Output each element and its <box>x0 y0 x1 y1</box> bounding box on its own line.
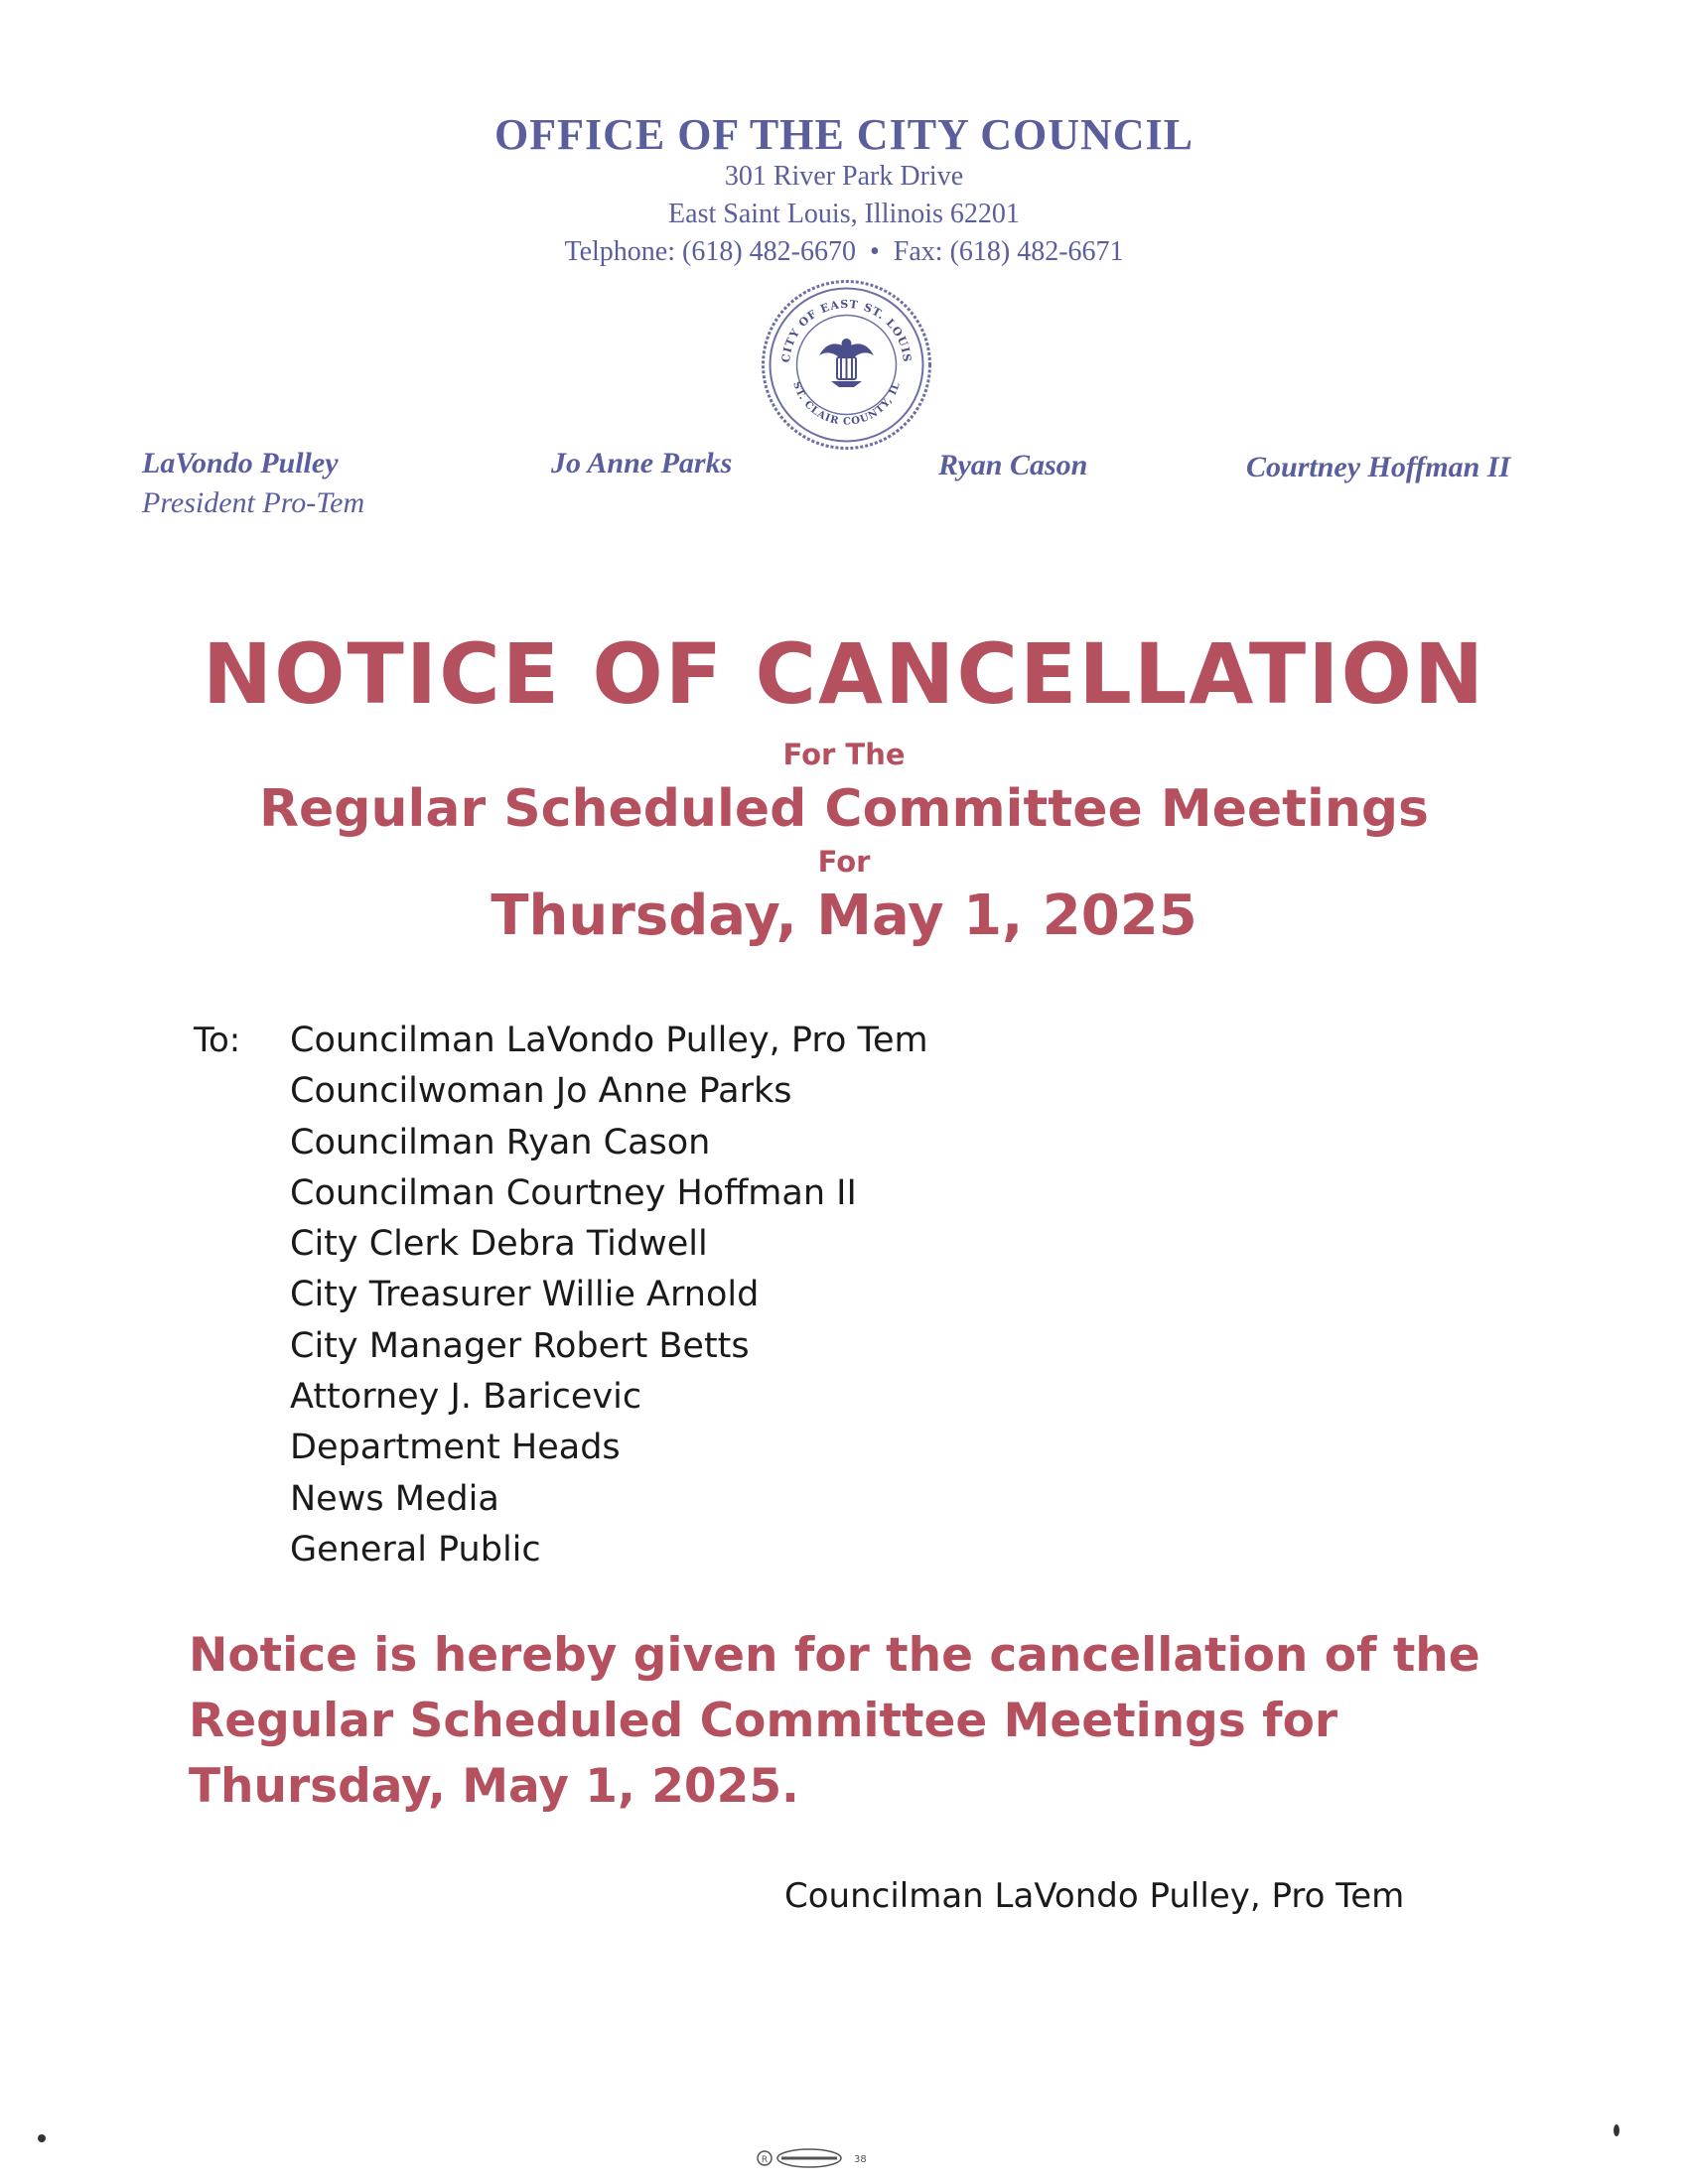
to-label: To: <box>194 1021 241 1060</box>
scan-speck <box>1614 2124 1619 2136</box>
phone-fax-line: Telphone: (618) 482-6670 • Fax: (618) 482-6671 <box>564 236 1124 267</box>
seal-text-top: CITY OF EAST ST. LOUIS <box>778 297 914 363</box>
recipient-item: News Media <box>290 1478 499 1519</box>
union-mark-number: 38 <box>854 2154 867 2165</box>
svg-text:R: R <box>761 2155 769 2165</box>
scan-speck <box>38 2134 46 2142</box>
signature-line: Councilman LaVondo Pulley, Pro Tem <box>784 1876 1405 1916</box>
recipient-item: General Public <box>290 1529 541 1570</box>
member-title-1: President Pro-Tem <box>142 486 365 519</box>
member-name-3: Ryan Cason <box>938 449 1088 481</box>
for-label: For <box>817 845 871 879</box>
member-name-2: Jo Anne Parks <box>551 447 733 479</box>
meeting-date: Thursday, May 1, 2025 <box>491 884 1197 948</box>
svg-text:ST. CLAIR COUNTY, IL <box>790 380 903 427</box>
office-title: OFFICE OF THE CITY COUNCIL <box>493 110 1194 159</box>
address-line-2: East Saint Louis, Illinois 62201 <box>668 199 1020 229</box>
for-the-label: For The <box>782 738 906 771</box>
recipient-item: Councilman Ryan Cason <box>290 1122 711 1162</box>
recipient-item: Department Heads <box>290 1428 621 1468</box>
recipient-list <box>290 1016 928 1575</box>
recipient-item: Councilman LaVondo Pulley, Pro Tem <box>290 1021 928 1060</box>
member-name-1: LaVondo Pulley <box>142 447 339 479</box>
member-name-4: Courtney Hoffman II <box>1246 451 1511 483</box>
notice-title: NOTICE OF CANCELLATION <box>202 625 1486 723</box>
notice-body-text: Notice is hereby given for the cancellation of the Regular Scheduled Committee Meetings for Thursday, May 1, 2025. <box>189 1628 1480 1814</box>
recipient-item: Councilwoman Jo Anne Parks <box>290 1071 792 1112</box>
union-label-icon <box>755 2144 874 2172</box>
city-seal-icon <box>760 278 933 452</box>
recipient-item: Councilman Courtney Hoffman II <box>290 1172 857 1213</box>
recipient-item: City Manager Robert Betts <box>290 1325 750 1366</box>
meeting-type: Regular Scheduled Committee Meetings <box>258 779 1430 839</box>
recipient-item: City Clerk Debra Tidwell <box>290 1224 708 1265</box>
recipient-item: City Treasurer Willie Arnold <box>290 1275 760 1315</box>
address-line-1: 301 River Park Drive <box>724 161 964 192</box>
recipient-item: Attorney J. Baricevic <box>290 1377 642 1418</box>
seal-text-bottom: ST. CLAIR COUNTY, IL <box>790 380 903 428</box>
